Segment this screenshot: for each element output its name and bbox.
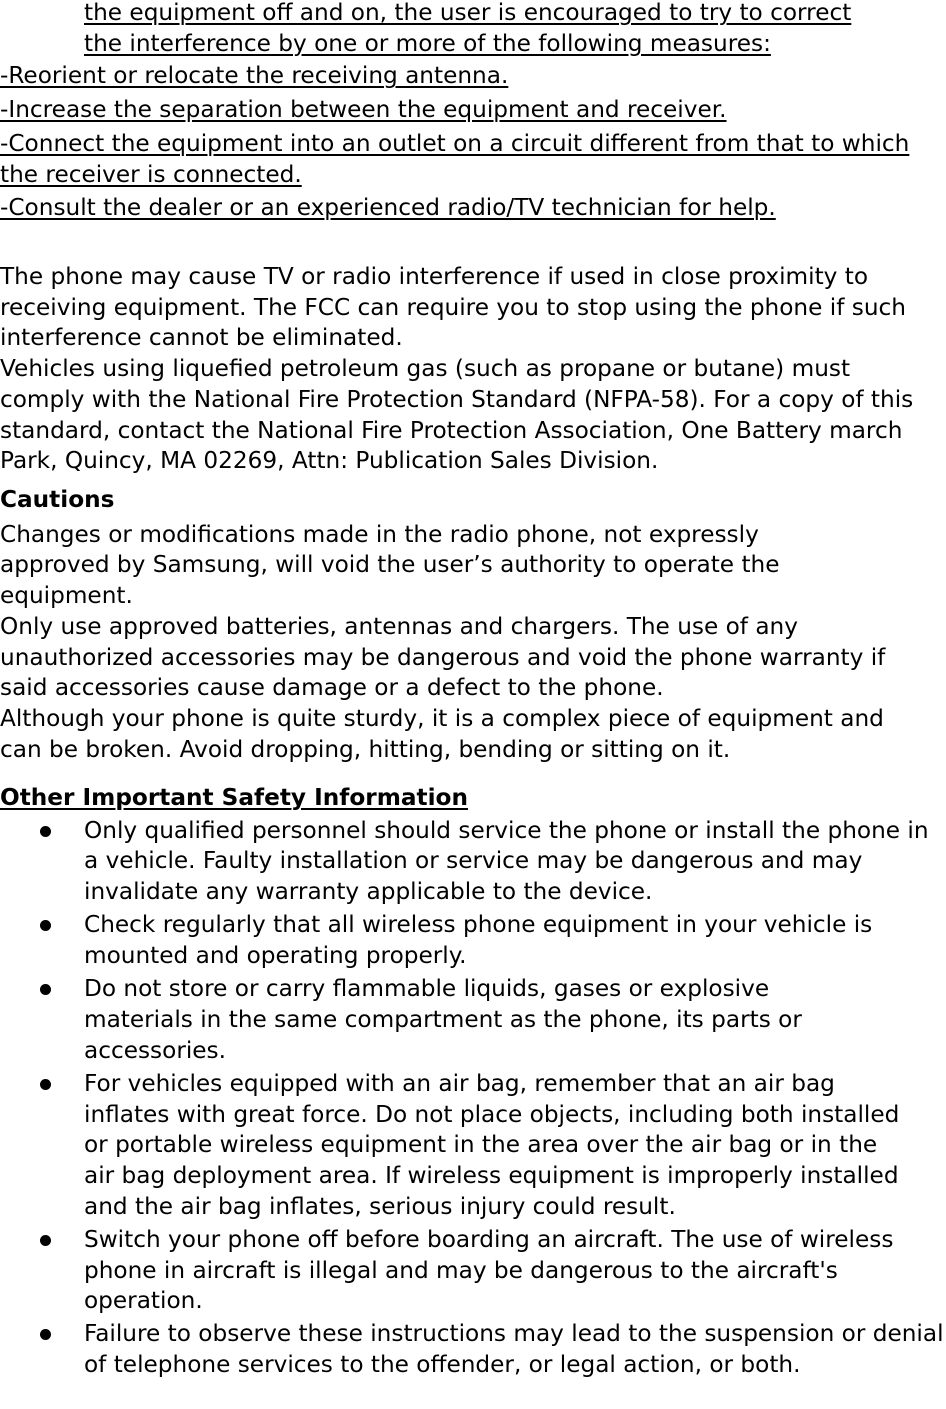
cautions-paragraph-sturdy: Although your phone is quite sturdy, it is a complex piece of equipment and can be broken. Avoid dropping, hitting, bending or sitting on it. [0, 704, 884, 763]
list-item-text: Only qualified personnel should service the phone or install the phone in a vehicle. Faulty installation or service may be dangerous and may invalidate any warranty applicable to the device. [84, 816, 929, 906]
bullet-icon [40, 1329, 51, 1340]
interference-paragraph-2: Vehicles using liquefied petroleum gas (such as propane or butane) must comply with the National Fire Protection Standard (NFPA-58). For a copy of this standard, contact the National Fire Protection Association, One Battery march Park, Quincy, MA 02269, Attn: Publication Sales Division. [0, 355, 914, 475]
interference-paragraph-1: The phone may cause TV or radio interference if used in close proximity to receiving equipment. The FCC can require you to stop using the phone if such interference cannot be eliminated. [0, 263, 906, 352]
bullet-icon [40, 984, 51, 995]
list-item [0, 910, 944, 971]
list-item [0, 1069, 914, 1223]
cautions-heading: Cautions [0, 486, 115, 513]
safety-bullet-list [0, 816, 946, 1381]
list-item-text: Check regularly that all wireless phone equipment in your vehicle is mounted and operating properly. [84, 911, 873, 970]
list-item-text: Do not store or carry flammable liquids, gases or explosive materials in the same compartment as the phone, its parts or accessories. [84, 975, 802, 1064]
fcc-measure-separation: -Increase the separation between the equipment and receiver. [0, 96, 727, 124]
interference-section [0, 262, 946, 477]
bullet-icon [40, 920, 51, 931]
list-item [0, 1225, 914, 1317]
fcc-intro-line-1: the equipment off and on, the user is encouraged to try to correct [84, 0, 852, 26]
list-item [0, 1319, 946, 1380]
list-item [0, 816, 934, 908]
bullet-icon [40, 826, 51, 837]
bullet-icon [40, 1235, 51, 1246]
cautions-paragraph-modifications: Changes or modifications made in the radio phone, not expressly approved by Samsung, will void the user’s authority to operate the equipment. [0, 520, 780, 610]
list-item [0, 974, 884, 1066]
other-safety-heading: Other Important Safety Information [0, 784, 468, 811]
fcc-measure-consult: -Consult the dealer or an experienced radio/TV technician for help. [0, 194, 776, 222]
cautions-section [0, 485, 946, 765]
fcc-measure-reorient: -Reorient or relocate the receiving antenna. [0, 62, 509, 90]
list-item-text: For vehicles equipped with an air bag, remember that an air bag inflates with great force. Do not place objects, including both installed or portable wireless equipment in the area over the air bag or in the air bag deployment area. If wireless equipment is improperly installed and the air bag inflates, serious injury could result. [84, 1069, 900, 1220]
list-item-text: Failure to observe these instructions may lead to the suspension or denial of telephone services to the offender, or legal action, or both. [84, 1320, 944, 1379]
fcc-intro-line-2: the interference by one or more of the following measures: [84, 29, 771, 57]
other-safety-section [0, 783, 946, 1383]
list-item-text: Switch your phone off before boarding an aircraft. The use of wireless phone in aircraft is illegal and may be dangerous to the aircraft's operation. [84, 1225, 894, 1315]
cautions-paragraph-batteries: Only use approved batteries, antennas and chargers. The use of any unauthorized accessories may be dangerous and void the phone warranty if said accessories cause damage or a defect to the phone. [0, 612, 886, 702]
bullet-icon [40, 1079, 51, 1090]
fcc-measures-section [0, 0, 920, 224]
fcc-measure-outlet: -Connect the equipment into an outlet on a circuit different from that to which the receiver is connected. [0, 129, 910, 188]
